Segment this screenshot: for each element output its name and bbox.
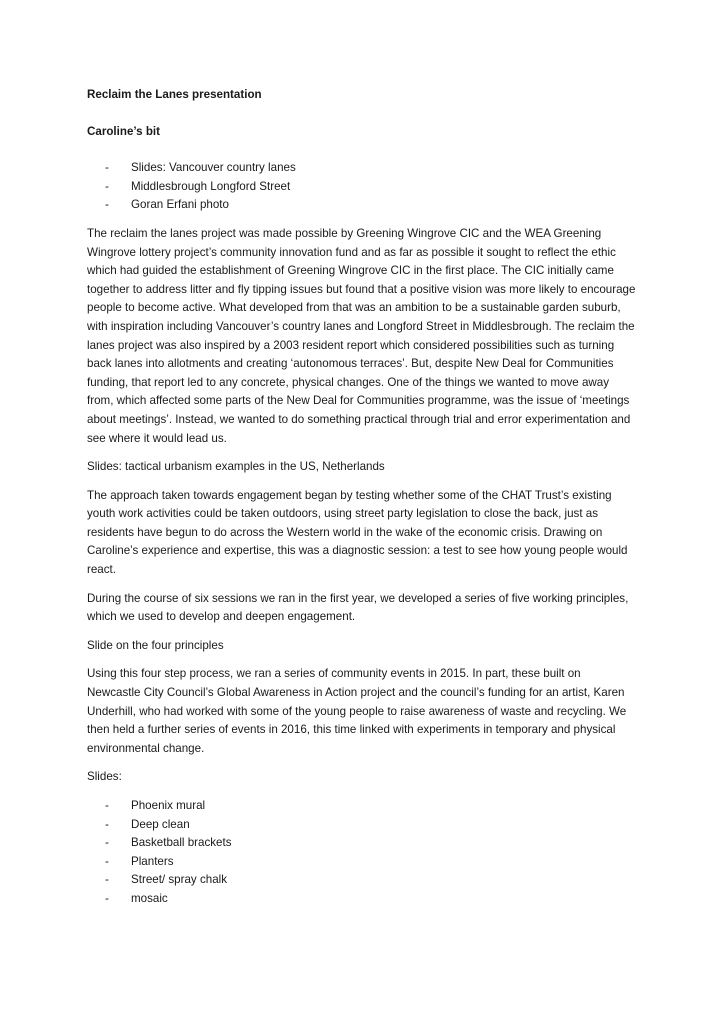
- dash-bullet: -: [105, 161, 109, 175]
- list-item: - Planters: [87, 853, 637, 872]
- dash-bullet: -: [105, 198, 109, 212]
- paragraph-project-background: The reclaim the lanes project was made possible by Greening Wingrove CIC and the WEA Greening Wingrove lottery project’s community innovation fund and as far as possible it sought to reflect the ethic which had guided the establishment of Greening Wingrove CIC in the first place. The CIC initially came together to address litter and fly tipping issues but found that a positive vision was more likely to encourage people to become active. What developed from that was an ambition to be a sustainable garden suburb, with inspiration including Vancouver’s country lanes and Longford Street in Middlesbrough. The reclaim the lanes project was also inspired by a 2003 resident report which considered possibilities such as turning back lanes into allotments and creating ‘autonomous terraces’. But, despite New Deal for Communities funding, that report led to any concrete, physical changes. One of the things we wanted to move away from, which affected some parts of the New Deal for Communities programme, was the issue of ‘meetings about meetings’. Instead, we wanted to do something practical through trial and error experimentation and see where it would lead us.: [87, 226, 636, 445]
- list-item: - Slides: Vancouver country lanes: [87, 159, 637, 178]
- list-item: - mosaic: [87, 890, 637, 909]
- paragraph-engagement-approach: The approach taken towards engagement began by testing whether some of the CHAT Trust’s existing youth work activities could be taken outdoors, using street party legislation to close the back, just as residents have begun to do across the Western world in the wake of the economic crisis. Drawing on Caroline’s experience and expertise, this was a diagnostic session: a test to see how young people would react.: [87, 488, 628, 577]
- paragraph-slide-principles: Slide on the four principles: [87, 638, 224, 652]
- dash-bullet: -: [105, 179, 109, 193]
- dash-bullet: -: [105, 854, 109, 868]
- paragraph-slides-tactical: Slides: tactical urbanism examples in the US, Netherlands: [87, 460, 385, 474]
- dash-bullet: -: [105, 873, 109, 887]
- list-item: - Street/ spray chalk: [87, 871, 637, 890]
- dash-bullet: -: [105, 799, 109, 812]
- slides-list-2: [87, 797, 637, 909]
- paragraph-working-principles: During the course of six sessions we ran in the first year, we developed a series of five working principles, which we used to develop and deepen engagement.: [87, 591, 629, 624]
- list-item: - Middlesbrough Longford Street: [87, 178, 637, 197]
- list-item: - Basketball brackets: [87, 834, 637, 853]
- dash-bullet: -: [105, 836, 109, 850]
- paragraph-community-events: Using this four step process, we ran a series of community events in 2015. In part, these built on Newcastle City Council’s Global Awareness in Action project and the council’s funding for an artist, Karen Underhill, who had worked with some of the young people to raise awareness of waste and recycling. We then held a further series of events in 2016, this time linked with experiments in temporary and physical environmental change.: [87, 667, 627, 755]
- document-subtitle: Caroline’s bit: [87, 124, 161, 138]
- list-item: - Deep clean: [87, 816, 637, 835]
- dash-bullet: -: [105, 891, 109, 905]
- list-item: - Phoenix mural: [87, 797, 637, 816]
- document-page: [87, 86, 637, 919]
- paragraph-slides-label: Slides:: [87, 770, 122, 784]
- slides-list-1: [87, 159, 637, 215]
- list-item: - Goran Erfani photo: [87, 196, 637, 215]
- dash-bullet: -: [105, 817, 109, 831]
- document-title: Reclaim the Lanes presentation: [87, 88, 262, 101]
